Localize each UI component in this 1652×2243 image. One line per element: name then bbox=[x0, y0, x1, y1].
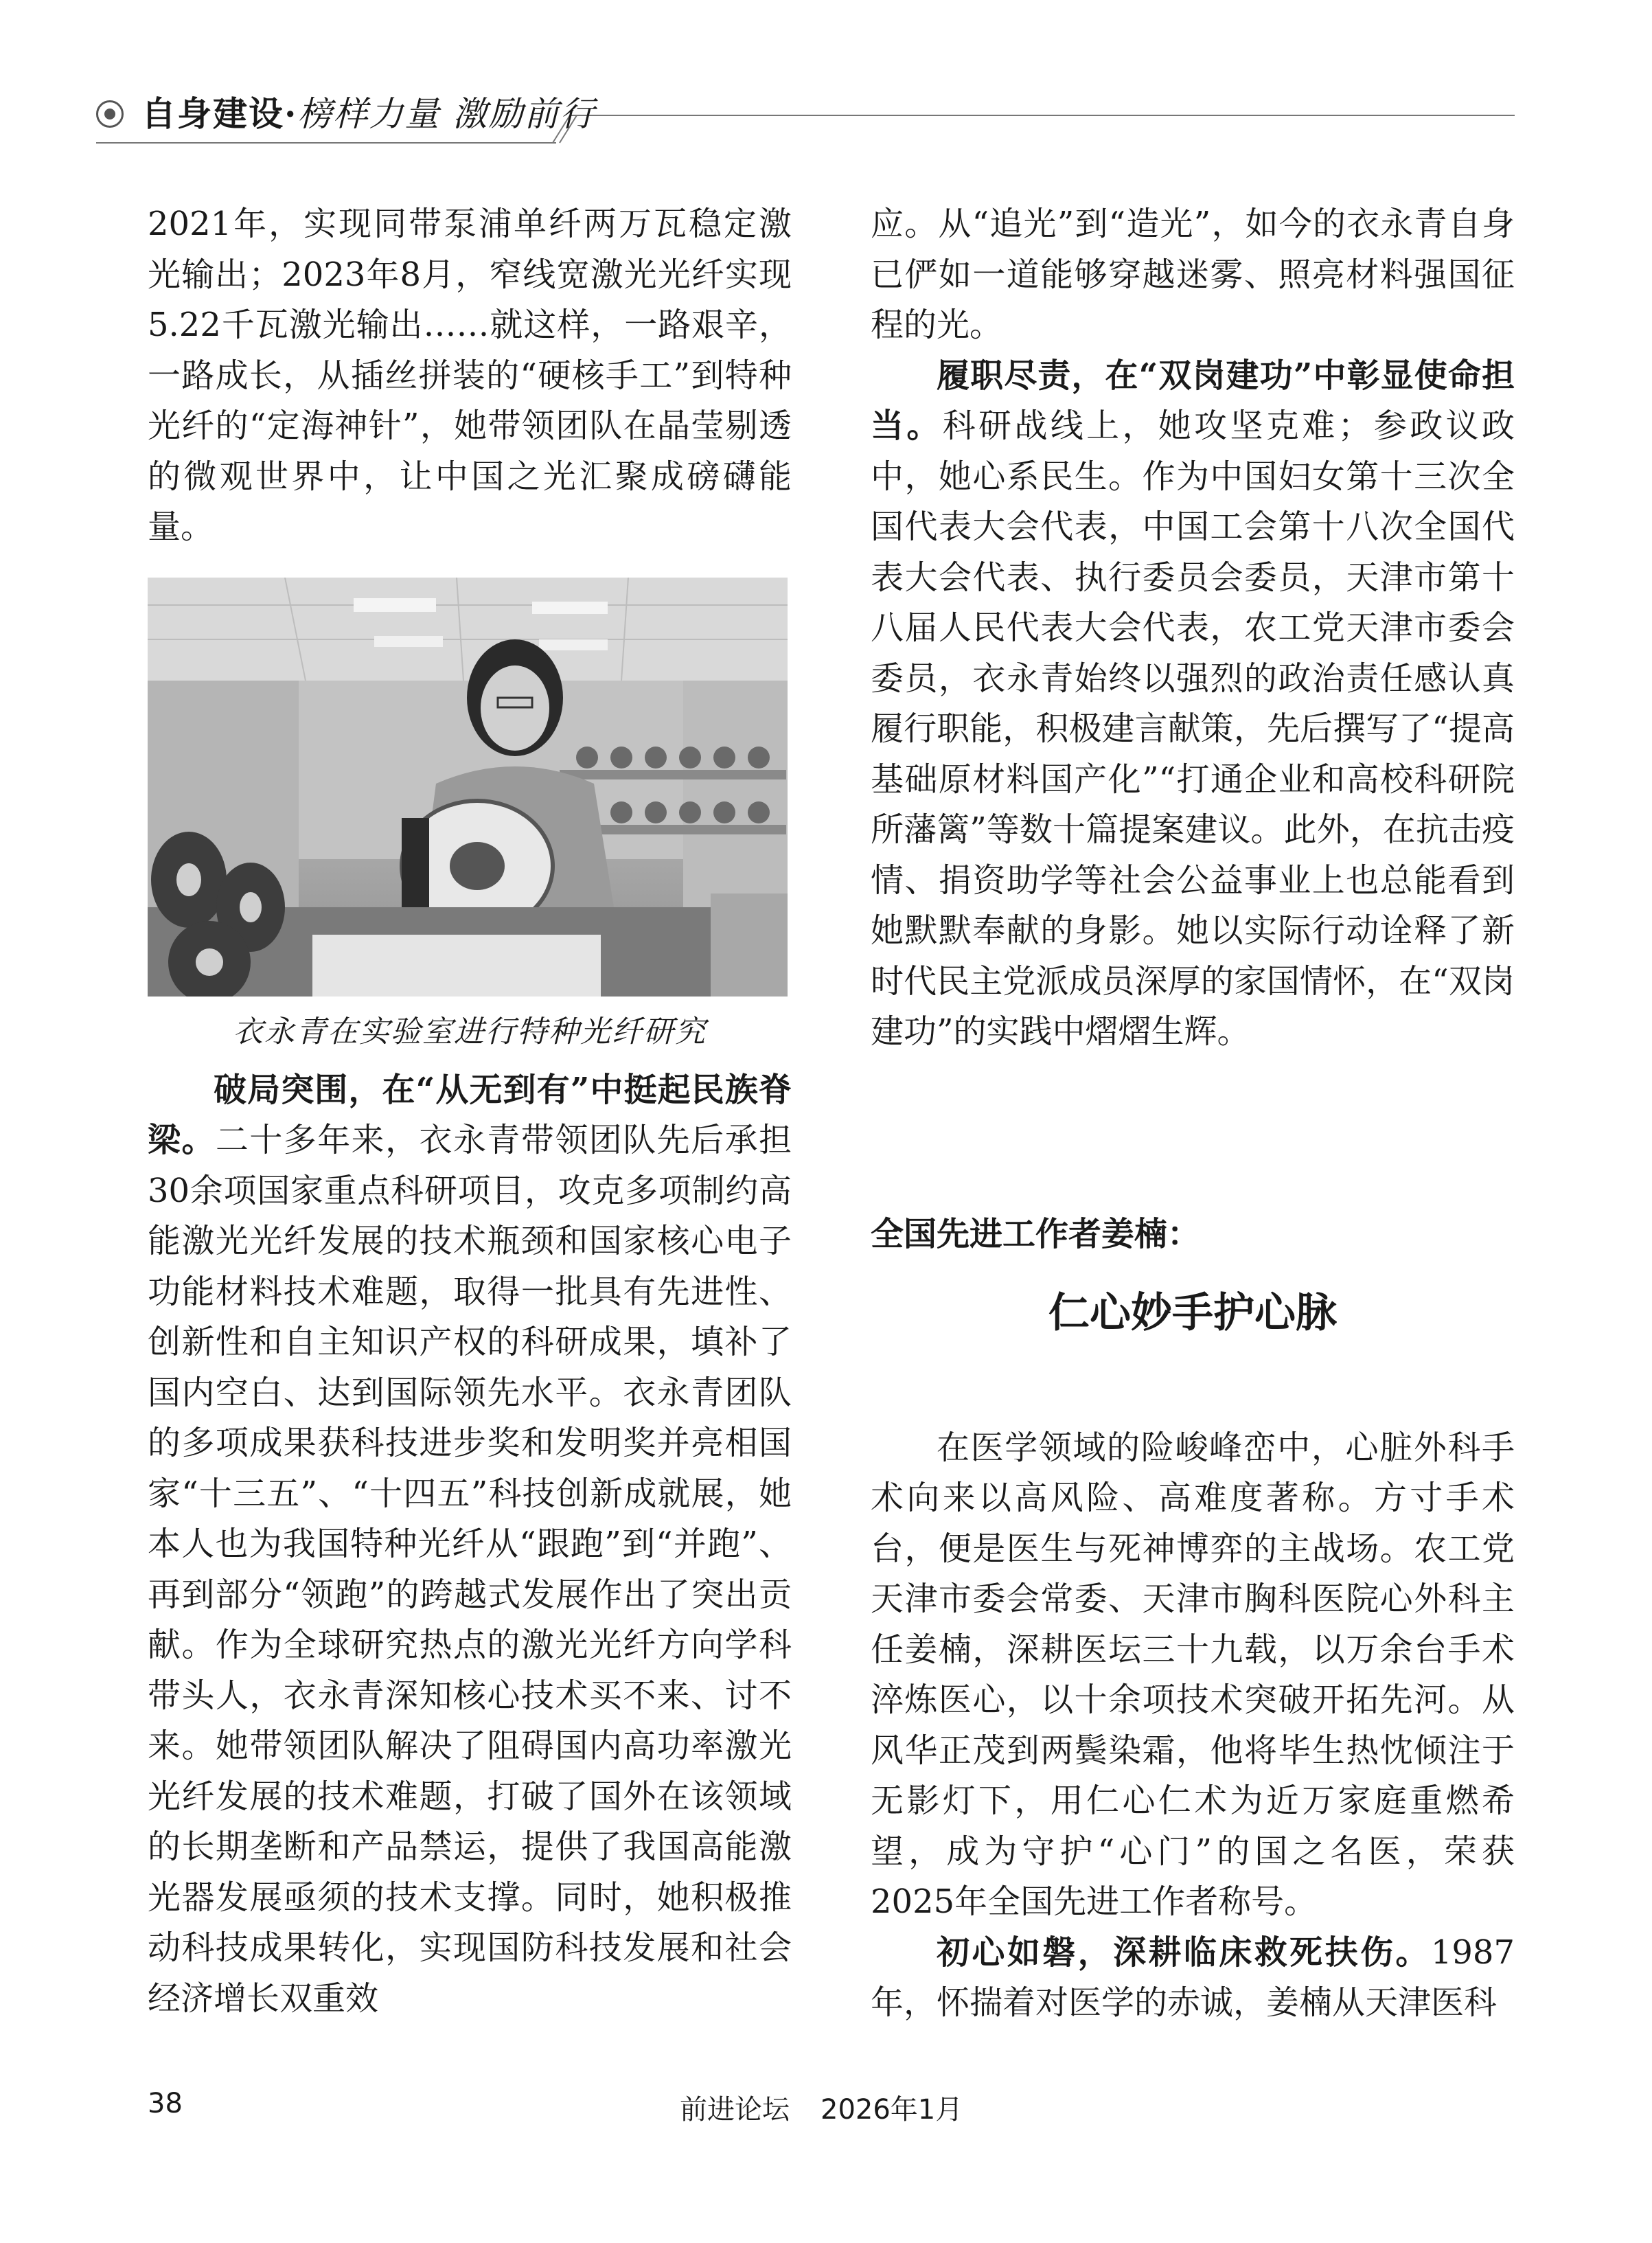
header-subtitle: 榜样力量 激励前行 bbox=[297, 94, 596, 134]
header-section: 自身建设 bbox=[141, 93, 284, 134]
page-header bbox=[96, 88, 1515, 150]
right-paragraph-4-body: 1987年，怀揣着对医学的赤诚，姜楠从天津医科 bbox=[871, 1933, 1515, 2022]
right-paragraph-4 bbox=[871, 1928, 1515, 2029]
section-kicker: 全国先进工作者姜楠： bbox=[871, 1214, 1201, 1253]
left-paragraph-2 bbox=[148, 1065, 792, 2025]
right-paragraph-4-lead: 初心如磐，深耕临床救死扶伤。 bbox=[937, 1933, 1431, 1972]
publication-name: 前进论坛 bbox=[680, 2094, 790, 2126]
page-number: 38 bbox=[148, 2088, 183, 2119]
section-title: 仁心妙手护心脉 bbox=[1048, 1288, 1337, 1337]
issue-date: 2026年1月 bbox=[821, 2094, 963, 2126]
right-paragraph-1: 应。从“追光”到“造光”，如今的衣永青自身已俨如一道能够穿越迷雾、照亮材料强国征程的光。 bbox=[871, 205, 1515, 344]
right-column bbox=[871, 199, 1515, 2029]
left-paragraph-1: 2021年，实现同带泵浦单纤两万瓦稳定激光输出；2023年8月，窄线宽激光光纤实现5.22千瓦激光输出……就这样，一路艰辛，一路成长，从插丝拼装的“硬核手工”到特种光纤的“定海神针”，她带领团队在晶莹剔透的微观世界中，让中国之光汇聚成磅礴能量。 bbox=[148, 205, 792, 546]
section-title-gap bbox=[871, 1341, 1515, 1423]
lab-photo bbox=[148, 578, 788, 997]
bullet-circle-icon bbox=[96, 100, 124, 128]
photo-caption: 衣永青在实验室进行特种光纤研究 bbox=[233, 1014, 707, 1049]
lab-photo-illustration bbox=[148, 578, 788, 997]
right-paragraph-2 bbox=[871, 351, 1515, 1058]
left-paragraph-2-body: 二十多年来，衣永青带领团队先后承担30余项国家重点科研项目，攻克多项制约高能激光光纤发展的技术瓶颈和国家核心电子功能材料技术难题，取得一批具有先进性、创新性和自主知识产权的科研成果，填补了国内空白、达到国际领先水平。衣永青团队的多项成果获科技进步奖和发明奖并亮相国家“十三五”、“十四五”科技创新成就展，她本人也为我国特种光纤从“跟跑”到“并跑”、再到部分“领跑”的跨越式发展作出了突出贡献。作为全球研究热点的激光光纤方向学科带头人，衣永青深知核心技术买不来、讨不来。她带领团队解决了阻碍国内高功率激光光纤发展的技术难题，打破了国外在该领域的长期垄断和产品禁运，提供了我国高能激光器发展亟须的技术支撑。同时，她积极推动科技成果转化，实现国防科技发展和社会经济增长双重效 bbox=[148, 1121, 792, 2018]
section-gap bbox=[871, 1258, 1515, 1286]
right-paragraph-2-body: 科研战线上，她攻坚克难；参政议政中，她心系民生。作为中国妇女第十三次全国代表大会代表，中国工会第十八次全国代表大会代表、执行委员会委员，天津市第十八届人民代表大会代表，农工党天津市委会委员，衣永青始终以强烈的政治责任感认真履行职能，积极建言献策，先后撰写了“提高基础原材料国产化”“打通企业和高校科研院所藩篱”等数十篇提案建议。此外，在抗击疫情、捐资助学等社会公益事业上也总能看到她默默奉献的身影。她以实际行动诠释了新时代民主党派成员深厚的家国情怀，在“双岗建功”的实践中熠熠生辉。 bbox=[871, 407, 1515, 1051]
header-dot: · bbox=[284, 93, 298, 134]
left-column bbox=[148, 199, 792, 2024]
page-footer bbox=[0, 2088, 1652, 2129]
right-paragraph-2-lead: 履职尽责，在“双岗建功”中彰显使命担当。 bbox=[871, 356, 1515, 445]
header-title bbox=[141, 93, 595, 135]
section-spacer bbox=[871, 1058, 1515, 1210]
left-paragraph-2-lead: 破局突围，在“从无到有”中挺起民族脊梁。 bbox=[148, 1070, 792, 1159]
right-paragraph-3: 在医学领域的险峻峰峦中，心脏外科手术向来以高风险、高难度著称。方寸手术台，便是医生与死神博弈的主战场。农工党天津市委会常委、天津市胸科医院心外科主任姜楠，深耕医坛三十九载，以万余台手术淬炼医心，以十余项技术突破开拓先河。从风华正茂到两鬓染霜，他将毕生热忱倾注于无影灯下，用仁心仁术为近万家庭重燃希望，成为守护“心门”的国之名医，荣获2025年全国先进工作者称号。 bbox=[871, 1428, 1515, 1921]
